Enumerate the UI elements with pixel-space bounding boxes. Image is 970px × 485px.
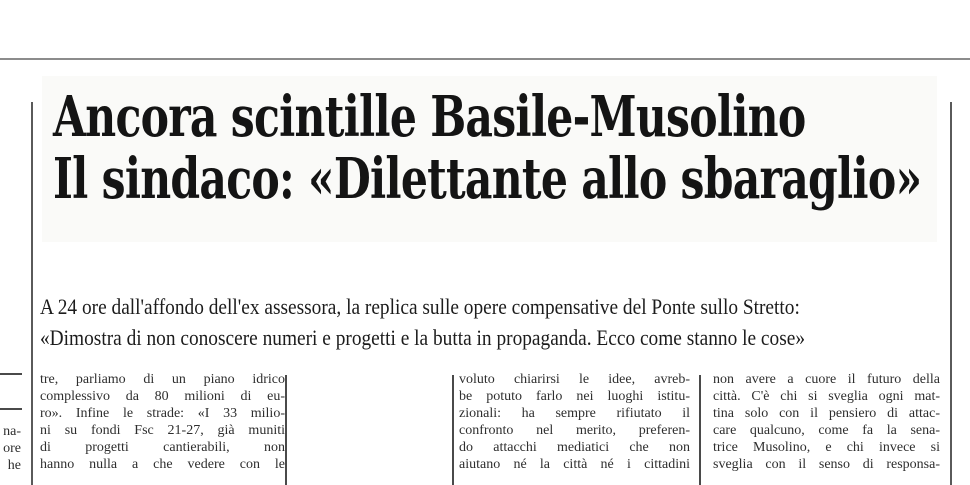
- column-divider: [285, 375, 287, 485]
- text-fragment: na-: [3, 424, 21, 439]
- body-column-1: [40, 371, 285, 485]
- top-horizontal-rule: [0, 58, 970, 60]
- body-text-line: complessivo da 80 milioni di eu-: [40, 389, 285, 404]
- article-headline: [53, 86, 965, 210]
- subheadline-line-2: «Dimostra di non conoscere numeri e progetti e la butta in propaganda. Ecco come stanno le cose»: [40, 325, 806, 350]
- body-text-line: trice Musolino, e chi invece si: [713, 440, 940, 455]
- body-text-line: care qualcuno, come fa la sena-: [713, 423, 940, 438]
- body-text-line: aiutano né la città né i cittadini: [459, 457, 690, 472]
- column-divider: [452, 375, 454, 485]
- cutoff-left-column: [0, 371, 22, 485]
- body-text-line: ro». Infine le strade: «I 33 milio-: [40, 406, 285, 421]
- body-text-line: zionali: ha sempre rifiutato il: [459, 406, 690, 421]
- body-column-3: [459, 371, 690, 485]
- body-text-line: hanno nulla a che vedere con le: [40, 457, 285, 472]
- body-text-line: do attacchi mediatici che non: [459, 440, 690, 455]
- text-fragment: he: [7, 458, 21, 473]
- body-text-line: be potuto farlo nei luoghi istitu-: [459, 389, 690, 404]
- body-text-line: confronto nel merito, preferen-: [459, 423, 690, 438]
- subheadline-line-1: A 24 ore dall'affondo dell'ex assessora, la replica sulle opere compensative del Ponte sullo Stretto:: [40, 294, 800, 319]
- headline-line-2: Il sindaco: «Dilettante allo sbaraglio»: [53, 146, 922, 212]
- body-text-line: non avere a cuore il futuro della: [713, 372, 940, 387]
- headline-line-1: Ancora scintille Basile-Musolino: [53, 84, 806, 150]
- article-subheadline: [40, 291, 955, 353]
- body-text-line: voluto chiarirsi le idee, avreb-: [459, 372, 690, 387]
- body-text-line: tre, parliamo di un piano idrico: [40, 372, 285, 387]
- body-text-line: città. C'è chi si sveglia ogni mat-: [713, 389, 940, 404]
- body-column-2-empty: [297, 371, 442, 485]
- body-text-line: tina solo con il pensiero di attac-: [713, 406, 940, 421]
- column-divider: [699, 375, 701, 485]
- text-fragment: ore: [3, 441, 21, 456]
- body-text-line: di progetti cantierabili, non: [40, 440, 285, 455]
- body-text-line: sveglia con il senso di responsa-: [713, 457, 940, 472]
- body-column-4: [713, 371, 940, 485]
- body-text-line: ni su fondi Fsc 21-27, già muniti: [40, 423, 285, 438]
- article-left-border-rule: [31, 102, 33, 485]
